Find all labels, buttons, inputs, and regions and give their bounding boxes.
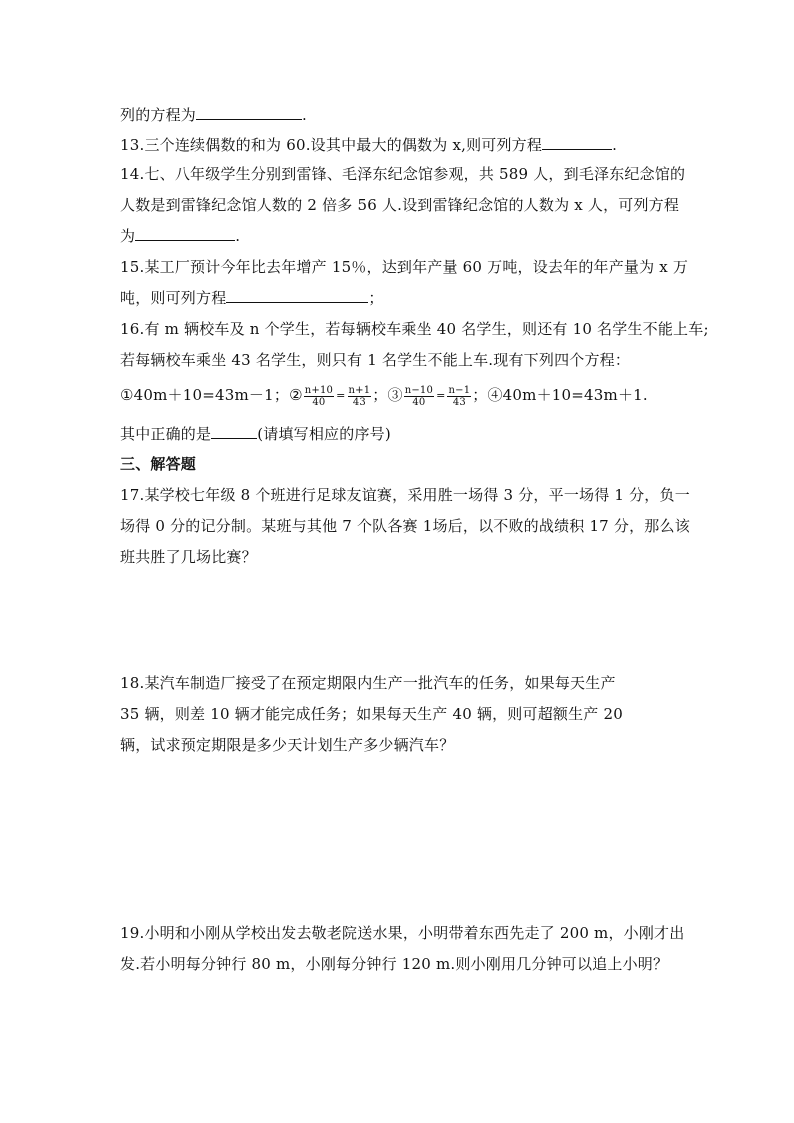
q14-text: 为 [120,227,136,245]
q15-semicolon: ； [368,289,384,307]
q18-line-3: 辆，试求预定期限是多少天计划生产多少辆汽车？ [120,736,455,754]
q16-fraction-1: $\frac{n+10}{40}$ [304,384,334,408]
q15-text: 吨，则可列方程 [120,289,227,307]
q16-equation-4: ；④40m＋10=43m＋1. [472,386,648,404]
q12-period: . [302,106,307,124]
q16-fraction-3: $\frac{n-10}{40}$ [404,384,434,408]
equals-sign: = [436,389,446,402]
q17-line-3: 班共胜了几场比赛？ [120,548,257,566]
q17-line-1: 17.某学校七年级 8 个班进行足球友谊赛，采用胜一场得 3 分，平一场得 1 分，负一 [120,486,690,504]
q13-text: 13.三个连续偶数的和为 60.设其中最大的偶数为 x,则可列方程 [120,136,543,154]
q14-line-1: 14.七、八年级学生分别到雷锋、毛泽东纪念馆参观，共 589 人，到毛泽东纪念馆的 [120,165,686,183]
q18-line-2: 35 辆，则差 10 辆才能完成任务；如果每天生产 40 辆，则可超额生产 20 [120,705,623,723]
q12-line-1 [120,104,307,126]
q13-period: . [612,136,618,154]
q14-period: . [235,227,241,245]
q16-equation-1: ①40m＋10=43m－1；② [120,386,303,404]
q18-line-1: 18.某汽车制造厂接受了在预定期限内生产一批汽车的任务，如果每天生产 [120,674,616,692]
q16-equations-line [120,382,648,409]
equals-sign: = [336,389,346,402]
q15-line-2 [120,287,384,309]
q16-fraction-4: $\frac{n-1}{43}$ [448,384,471,408]
q15-answer-blank[interactable] [226,288,368,303]
q13-answer-blank[interactable] [542,135,612,150]
q16-line-2: 若每辆校车乘坐 43 名学生，则只有 1 名学生不能上车.现有下列四个方程： [120,351,631,369]
q12-text: 列的方程为 [120,106,197,124]
q12-answer-blank[interactable] [196,105,302,120]
q19-line-1: 19.小明和小刚从学校出发去敬老院送水果，小明带着东西先走了 200 m，小刚才出 [120,924,685,942]
q16-instruction: (请填写相应的序号) [257,425,391,443]
q16-answer-blank[interactable] [211,424,257,439]
section-heading: 三、解答题 [120,455,197,473]
q16-fraction-2: $\frac{n+1}{43}$ [348,384,371,408]
q13-line [120,134,617,156]
q14-line-3 [120,225,240,247]
q16-line-1: 16.有 m 辆校车及 n 个学生，若每辆校车乘坐 40 名学生，则还有 10 名学生不能上车; [120,320,709,338]
q14-line-2: 人数是到雷锋纪念馆人数的 2 倍多 56 人.设到雷锋纪念馆的人数为 x 人，可列方程 [120,196,680,214]
q16-line-4 [120,423,391,445]
q16-separator-2: ；③ [372,386,403,404]
q14-answer-blank[interactable] [135,226,235,241]
q15-line-1: 15.某工厂预计今年比去年增产 15％，达到年产量 60 万吨，设去年的年产量为 x 万 [120,258,689,276]
q16-prompt: 其中正确的是 [120,425,212,443]
q19-line-2: 发.若小明每分钟行 80 m，小刚每分钟行 120 m.则小刚用几分钟可以追上小明？ [120,955,669,973]
q17-line-2: 场得 0 分的记分制。某班与其他 7 个队各赛 1场后，以不败的战绩积 17 分，那么该 [120,517,690,535]
